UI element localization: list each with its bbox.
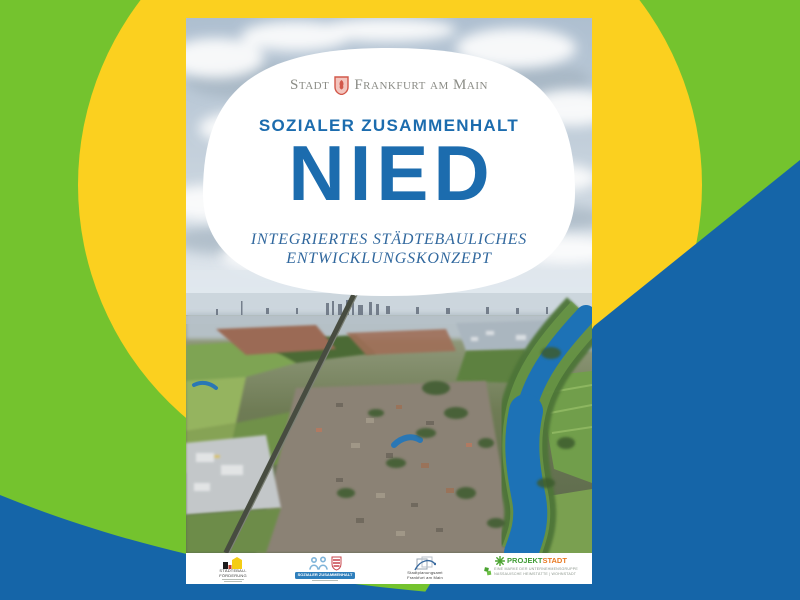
logo-fineprint-bar xyxy=(224,581,242,582)
program-title: SOZIALER ZUSAMMENHALT xyxy=(258,116,520,135)
district-title: NIED xyxy=(288,129,495,217)
field-bottom-left xyxy=(186,508,281,553)
logo-text-line: FÖRDERUNG xyxy=(219,572,247,578)
footer-logo-bar xyxy=(186,553,592,584)
hessen-crest-icon xyxy=(332,557,341,570)
hessen-sozialer-zusammenhalt-logo xyxy=(298,556,352,581)
logo-fineprint-bar xyxy=(312,580,338,581)
stadtplanungsamt-icon xyxy=(414,556,436,571)
stadtplanungsamt-logo xyxy=(404,556,446,580)
subtitle-line2: ENTWICKLUNGSKONZEPT xyxy=(286,250,492,267)
logo-text-line: NASSAUISCHE HEIMSTÄTTE | WOHNSTADT xyxy=(494,571,577,576)
frankfurt-crest-icon xyxy=(334,76,349,95)
subtitle-line1: INTEGRIERTES STÄDTEBAULICHES xyxy=(250,231,528,248)
publisher-city: Frankfurt am Main xyxy=(354,77,488,93)
staedtebaufoerderung-logo xyxy=(216,556,250,582)
projektstadt-word2: STADT xyxy=(542,556,567,565)
logo-text-line: Frankfurt am Main xyxy=(407,574,443,580)
logo-text-line: STÄDTEBAU- xyxy=(219,568,247,573)
title-block xyxy=(186,18,592,318)
report-cover xyxy=(186,18,592,584)
logo-text-line: Stadtplanungsamt xyxy=(407,570,443,575)
logo-text-line: EINE MARKE DER UNTERNEHMENSGRUPPE xyxy=(494,567,578,572)
hessen-figures-icon xyxy=(308,556,342,571)
subtitle xyxy=(186,230,592,268)
town-center xyxy=(256,381,516,553)
river-lower xyxy=(521,411,530,553)
projektstadt-word1: PROJEKT xyxy=(507,556,543,565)
projektstadt-asterisk-icon xyxy=(495,556,505,566)
hessen-banner: SOZIALER ZUSAMMENHALT xyxy=(295,572,356,579)
logo-fineprint-bar xyxy=(222,579,244,580)
projektstadt-cubes-icon xyxy=(484,567,492,576)
aerial-photo xyxy=(186,293,592,553)
publisher-logo xyxy=(186,76,592,95)
publisher-stadt: Stadt xyxy=(290,77,330,93)
projektstadt-logo xyxy=(486,556,576,576)
projektstadt-wordmark xyxy=(507,557,567,565)
